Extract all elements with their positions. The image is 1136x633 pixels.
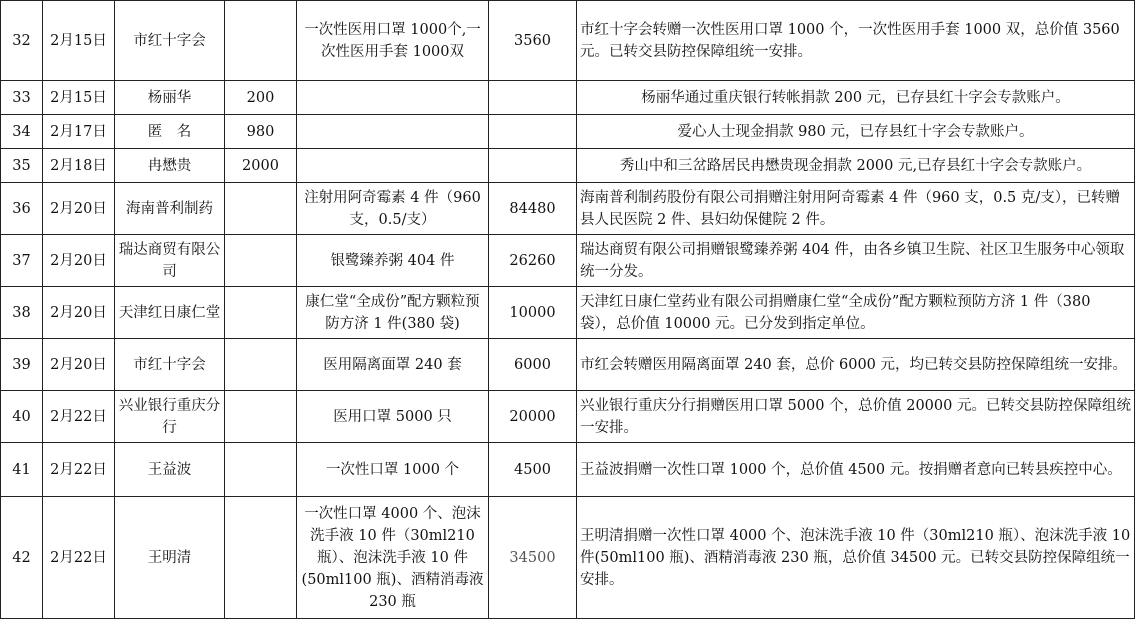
cash-amount-cell xyxy=(225,287,297,339)
donor-cell: 兴业银行重庆分行 xyxy=(115,391,225,443)
table-row xyxy=(1,497,1135,619)
donor-cell: 天津红日康仁堂 xyxy=(115,287,225,339)
value-cell: 3560 xyxy=(489,1,577,81)
value-cell: 6000 xyxy=(489,339,577,391)
donor-cell: 匿 名 xyxy=(115,115,225,149)
value-cell xyxy=(489,149,577,183)
value-cell xyxy=(489,115,577,149)
note-cell: 瑞达商贸有限公司捐赠银鹭臻养粥 404 件，由各乡镇卫生院、社区卫生服务中心领取统一分发。 xyxy=(577,235,1135,287)
note-cell: 海南普利制药股份有限公司捐赠注射用阿奇霉素 4 件（960 支，0.5 克/支），已转赠县人民医院 2 件、县妇幼保健院 2 件。 xyxy=(577,183,1135,235)
row-number: 42 xyxy=(1,497,43,619)
date-cell: 2月20日 xyxy=(43,339,115,391)
row-number: 37 xyxy=(1,235,43,287)
donor-cell: 市红十字会 xyxy=(115,1,225,81)
items-cell: 一次性口罩 4000 个、泡沫洗手液 10 件（30ml210 瓶）、泡沫洗手液 10 件(50ml100 瓶)、酒精消毒液 230 瓶 xyxy=(297,497,489,619)
cash-amount-cell: 980 xyxy=(225,115,297,149)
date-cell: 2月22日 xyxy=(43,443,115,497)
value-cell: 4500 xyxy=(489,443,577,497)
items-cell: 医用口罩 5000 只 xyxy=(297,391,489,443)
date-cell: 2月17日 xyxy=(43,115,115,149)
items-cell xyxy=(297,115,489,149)
note-cell: 市红十字会转赠一次性医用口罩 1000 个，一次性医用手套 1000 双，总价值 3560 元。已转交县防控保障组统一安排。 xyxy=(577,1,1135,81)
donor-cell: 瑞达商贸有限公司 xyxy=(115,235,225,287)
donor-cell: 冉懋贵 xyxy=(115,149,225,183)
note-cell: 市红会转赠医用隔离面罩 240 套，总价 6000 元，均已转交县防控保障组统一安排。 xyxy=(577,339,1135,391)
donor-cell: 海南普利制药 xyxy=(115,183,225,235)
cash-amount-cell xyxy=(225,183,297,235)
cash-amount-cell xyxy=(225,339,297,391)
row-number: 33 xyxy=(1,81,43,115)
donor-cell: 市红十字会 xyxy=(115,339,225,391)
cash-amount-cell xyxy=(225,443,297,497)
note-cell: 杨丽华通过重庆银行转帐捐款 200 元，已存县红十字会专款账户。 xyxy=(577,81,1135,115)
note-cell: 天津红日康仁堂药业有限公司捐赠康仁堂“全成份”配方颗粒预防方济 1 件（380 袋），总价值 10000 元。已分发到指定单位。 xyxy=(577,287,1135,339)
value-cell: 10000 xyxy=(489,287,577,339)
items-cell: 康仁堂“全成份”配方颗粒预防方济 1 件(380 袋) xyxy=(297,287,489,339)
note-cell: 王明清捐赠一次性口罩 4000 个、泡沫洗手液 10 件（30ml210 瓶）、泡沫洗手液 10 件(50ml100 瓶)、酒精消毒液 230 瓶，总价值 34500 元。已转交县防控保障组统一安排。 xyxy=(577,497,1135,619)
date-cell: 2月20日 xyxy=(43,235,115,287)
items-cell: 一次性口罩 1000 个 xyxy=(297,443,489,497)
value-cell: 84480 xyxy=(489,183,577,235)
row-number: 41 xyxy=(1,443,43,497)
row-number: 32 xyxy=(1,1,43,81)
table-row xyxy=(1,183,1135,235)
date-cell: 2月22日 xyxy=(43,391,115,443)
items-cell: 银鹭臻养粥 404 件 xyxy=(297,235,489,287)
date-cell: 2月18日 xyxy=(43,149,115,183)
table-row xyxy=(1,287,1135,339)
table-row xyxy=(1,235,1135,287)
items-cell: 注射用阿奇霉素 4 件（960 支，0.5/支） xyxy=(297,183,489,235)
items-cell: 医用隔离面罩 240 套 xyxy=(297,339,489,391)
cash-amount-cell: 200 xyxy=(225,81,297,115)
date-cell: 2月20日 xyxy=(43,183,115,235)
cash-amount-cell xyxy=(225,391,297,443)
table-row xyxy=(1,149,1135,183)
donor-cell: 王益波 xyxy=(115,443,225,497)
donor-cell: 王明清 xyxy=(115,497,225,619)
items-cell: 一次性医用口罩 1000个,一次性医用手套 1000双 xyxy=(297,1,489,81)
date-cell: 2月20日 xyxy=(43,287,115,339)
items-cell xyxy=(297,81,489,115)
date-cell: 2月15日 xyxy=(43,81,115,115)
date-cell: 2月22日 xyxy=(43,497,115,619)
table-row xyxy=(1,443,1135,497)
row-number: 38 xyxy=(1,287,43,339)
note-cell: 兴业银行重庆分行捐赠医用口罩 5000 个，总价值 20000 元。已转交县防控保障组统一安排。 xyxy=(577,391,1135,443)
row-number: 35 xyxy=(1,149,43,183)
row-number: 36 xyxy=(1,183,43,235)
table-row xyxy=(1,1,1135,81)
value-cell: 34500 xyxy=(489,497,577,619)
row-number: 40 xyxy=(1,391,43,443)
value-cell: 26260 xyxy=(489,235,577,287)
cash-amount-cell xyxy=(225,1,297,81)
cash-amount-cell xyxy=(225,497,297,619)
table-row xyxy=(1,115,1135,149)
row-number: 34 xyxy=(1,115,43,149)
table-row xyxy=(1,81,1135,115)
value-cell: 20000 xyxy=(489,391,577,443)
note-cell: 秀山中和三岔路居民冉懋贵现金捐款 2000 元,已存县红十字会专款账户。 xyxy=(577,149,1135,183)
date-cell: 2月15日 xyxy=(43,1,115,81)
value-cell xyxy=(489,81,577,115)
cash-amount-cell: 2000 xyxy=(225,149,297,183)
cash-amount-cell xyxy=(225,235,297,287)
row-number: 39 xyxy=(1,339,43,391)
table-row xyxy=(1,339,1135,391)
donor-cell: 杨丽华 xyxy=(115,81,225,115)
table-row xyxy=(1,391,1135,443)
note-cell: 王益波捐赠一次性口罩 1000 个，总价值 4500 元。按捐赠者意向已转县疾控中心。 xyxy=(577,443,1135,497)
items-cell xyxy=(297,149,489,183)
note-cell: 爱心人士现金捐款 980 元，已存县红十字会专款账户。 xyxy=(577,115,1135,149)
